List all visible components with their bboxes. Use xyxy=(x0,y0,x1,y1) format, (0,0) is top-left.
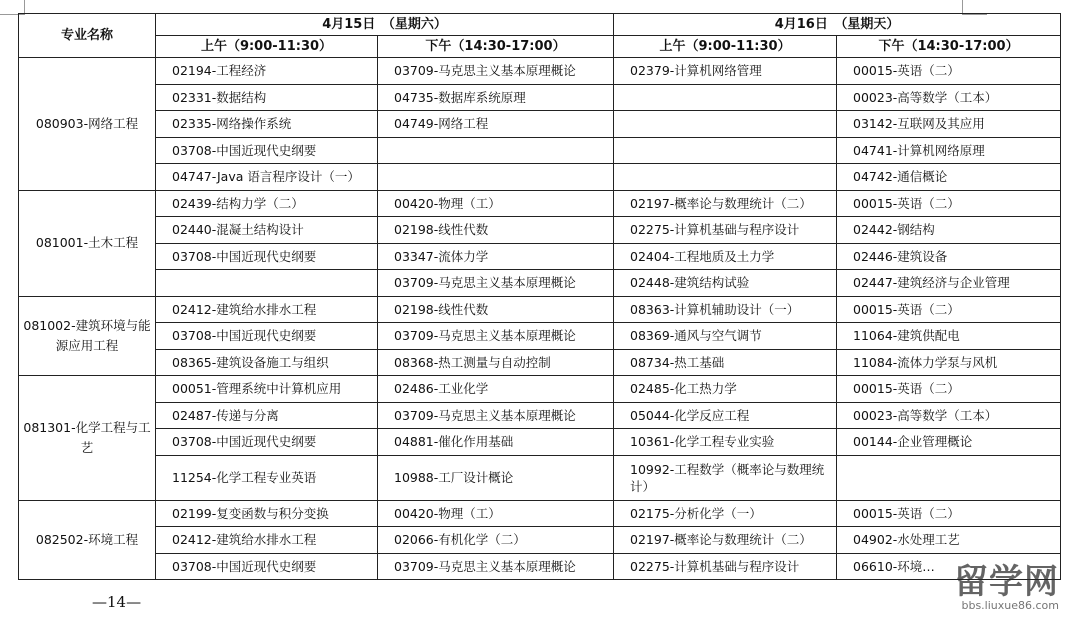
table-row xyxy=(19,270,1061,297)
course-cell: 03708-中国近现代史纲要 xyxy=(156,243,378,270)
watermark-logo: 留学网 xyxy=(954,562,1059,602)
course-cell: 00023-高等数学（工本） xyxy=(837,84,1061,111)
course-cell: 00051-管理系统中计算机应用 xyxy=(156,376,378,403)
table-row xyxy=(19,164,1061,191)
course-cell: 11064-建筑供配电 xyxy=(837,323,1061,350)
course-cell: 06610-环境… xyxy=(837,553,1061,580)
course-cell: 08368-热工测量与自动控制 xyxy=(378,349,614,376)
header-day1-pm: 下午（14:30-17:00） xyxy=(378,36,614,58)
course-cell: 03709-马克思主义基本原理概论 xyxy=(378,402,614,429)
table-row xyxy=(19,349,1061,376)
course-cell: 04747-Java 语言程序设计（一） xyxy=(156,164,378,191)
course-cell xyxy=(156,270,378,297)
course-cell: 02404-工程地质及土力学 xyxy=(614,243,837,270)
course-cell: 04742-通信概论 xyxy=(837,164,1061,191)
course-cell: 02331-数据结构 xyxy=(156,84,378,111)
course-cell: 02487-传递与分离 xyxy=(156,402,378,429)
course-cell xyxy=(378,137,614,164)
major-name: 081001-土木工程 xyxy=(19,190,156,296)
table-row xyxy=(19,84,1061,111)
table-row xyxy=(19,217,1061,244)
course-cell: 02194-工程经济 xyxy=(156,58,378,85)
course-cell: 03142-互联网及其应用 xyxy=(837,111,1061,138)
course-cell xyxy=(614,84,837,111)
page-number: —14— xyxy=(92,593,142,611)
course-cell xyxy=(614,111,837,138)
course-cell: 02485-化工热力学 xyxy=(614,376,837,403)
course-cell: 04749-网络工程 xyxy=(378,111,614,138)
course-cell: 00015-英语（二） xyxy=(837,500,1061,527)
course-cell: 02335-网络操作系统 xyxy=(156,111,378,138)
table-row xyxy=(19,58,1061,85)
course-cell: 03709-马克思主义基本原理概论 xyxy=(378,270,614,297)
exam-schedule-table xyxy=(18,13,1061,580)
course-cell: 03709-马克思主义基本原理概论 xyxy=(378,58,614,85)
major-name: 080903-网络工程 xyxy=(19,58,156,191)
course-cell: 02440-混凝土结构设计 xyxy=(156,217,378,244)
course-cell: 03708-中国近现代史纲要 xyxy=(156,323,378,350)
course-cell: 03347-流体力学 xyxy=(378,243,614,270)
course-cell: 03708-中国近现代史纲要 xyxy=(156,553,378,580)
table-row xyxy=(19,376,1061,403)
major-name: 082502-环境工程 xyxy=(19,500,156,580)
table-row xyxy=(19,111,1061,138)
course-cell: 02447-建筑经济与企业管理 xyxy=(837,270,1061,297)
table-row xyxy=(19,323,1061,350)
course-cell: 11254-化学工程专业英语 xyxy=(156,455,378,500)
header-day1-am: 上午（9:00-11:30） xyxy=(156,36,378,58)
course-cell: 02197-概率论与数理统计（二） xyxy=(614,190,837,217)
course-cell: 08363-计算机辅助设计（一） xyxy=(614,296,837,323)
course-cell: 10988-工厂设计概论 xyxy=(378,455,614,500)
header-major: 专业名称 xyxy=(19,14,156,58)
course-cell: 02486-工业化学 xyxy=(378,376,614,403)
course-cell: 00420-物理（工） xyxy=(378,190,614,217)
course-cell xyxy=(614,137,837,164)
table-row xyxy=(19,190,1061,217)
course-cell: 08734-热工基础 xyxy=(614,349,837,376)
table-row xyxy=(19,527,1061,554)
course-cell: 04741-计算机网络原理 xyxy=(837,137,1061,164)
course-cell: 02275-计算机基础与程序设计 xyxy=(614,553,837,580)
course-cell: 00015-英语（二） xyxy=(837,190,1061,217)
course-cell: 00420-物理（工） xyxy=(378,500,614,527)
table-row xyxy=(19,137,1061,164)
header-day2-pm: 下午（14:30-17:00） xyxy=(837,36,1061,58)
header-day2-am: 上午（9:00-11:30） xyxy=(614,36,837,58)
major-name: 081301-化学工程与工艺 xyxy=(19,376,156,501)
course-cell: 03708-中国近现代史纲要 xyxy=(156,429,378,456)
header-day2: 4月16日 （星期天） xyxy=(614,14,1061,36)
table-row xyxy=(19,500,1061,527)
course-cell: 08369-通风与空气调节 xyxy=(614,323,837,350)
course-cell: 08365-建筑设备施工与组织 xyxy=(156,349,378,376)
course-cell: 00023-高等数学（工本） xyxy=(837,402,1061,429)
table-row xyxy=(19,296,1061,323)
course-cell: 04902-水处理工艺 xyxy=(837,527,1061,554)
table-row xyxy=(19,553,1061,580)
course-cell: 00015-英语（二） xyxy=(837,296,1061,323)
course-cell: 11084-流体力学泵与风机 xyxy=(837,349,1061,376)
course-cell: 03709-马克思主义基本原理概论 xyxy=(378,323,614,350)
course-cell: 02066-有机化学（二） xyxy=(378,527,614,554)
course-cell: 02442-钢结构 xyxy=(837,217,1061,244)
course-cell: 02448-建筑结构试验 xyxy=(614,270,837,297)
course-cell: 02198-线性代数 xyxy=(378,217,614,244)
course-cell: 10992-工程数学（概率论与数理统计） xyxy=(614,455,837,500)
course-cell: 03709-马克思主义基本原理概论 xyxy=(378,553,614,580)
course-cell: 02379-计算机网络管理 xyxy=(614,58,837,85)
course-cell: 02412-建筑给水排水工程 xyxy=(156,527,378,554)
header-day1: 4月15日 （星期六） xyxy=(156,14,614,36)
course-cell xyxy=(837,455,1061,500)
course-cell: 02275-计算机基础与程序设计 xyxy=(614,217,837,244)
course-cell: 00015-英语（二） xyxy=(837,376,1061,403)
course-cell: 02199-复变函数与积分变换 xyxy=(156,500,378,527)
course-cell: 03708-中国近现代史纲要 xyxy=(156,137,378,164)
major-name: 081002-建筑环境与能源应用工程 xyxy=(19,296,156,376)
course-cell: 10361-化学工程专业实验 xyxy=(614,429,837,456)
table-row xyxy=(19,243,1061,270)
course-cell: 02412-建筑给水排水工程 xyxy=(156,296,378,323)
course-cell: 02175-分析化学（一） xyxy=(614,500,837,527)
course-cell: 04735-数据库系统原理 xyxy=(378,84,614,111)
watermark-url: bbs.liuxue86.com xyxy=(961,599,1059,612)
table-row xyxy=(19,455,1061,500)
table-row xyxy=(19,429,1061,456)
course-cell xyxy=(614,164,837,191)
course-cell xyxy=(378,164,614,191)
course-cell: 00144-企业管理概论 xyxy=(837,429,1061,456)
course-cell: 02446-建筑设备 xyxy=(837,243,1061,270)
course-cell: 04881-催化作用基础 xyxy=(378,429,614,456)
course-cell: 00015-英语（二） xyxy=(837,58,1061,85)
course-cell: 02197-概率论与数理统计（二） xyxy=(614,527,837,554)
watermark xyxy=(954,554,1059,612)
course-cell: 05044-化学反应工程 xyxy=(614,402,837,429)
course-cell: 02439-结构力学（二） xyxy=(156,190,378,217)
course-cell: 02198-线性代数 xyxy=(378,296,614,323)
table-row xyxy=(19,402,1061,429)
